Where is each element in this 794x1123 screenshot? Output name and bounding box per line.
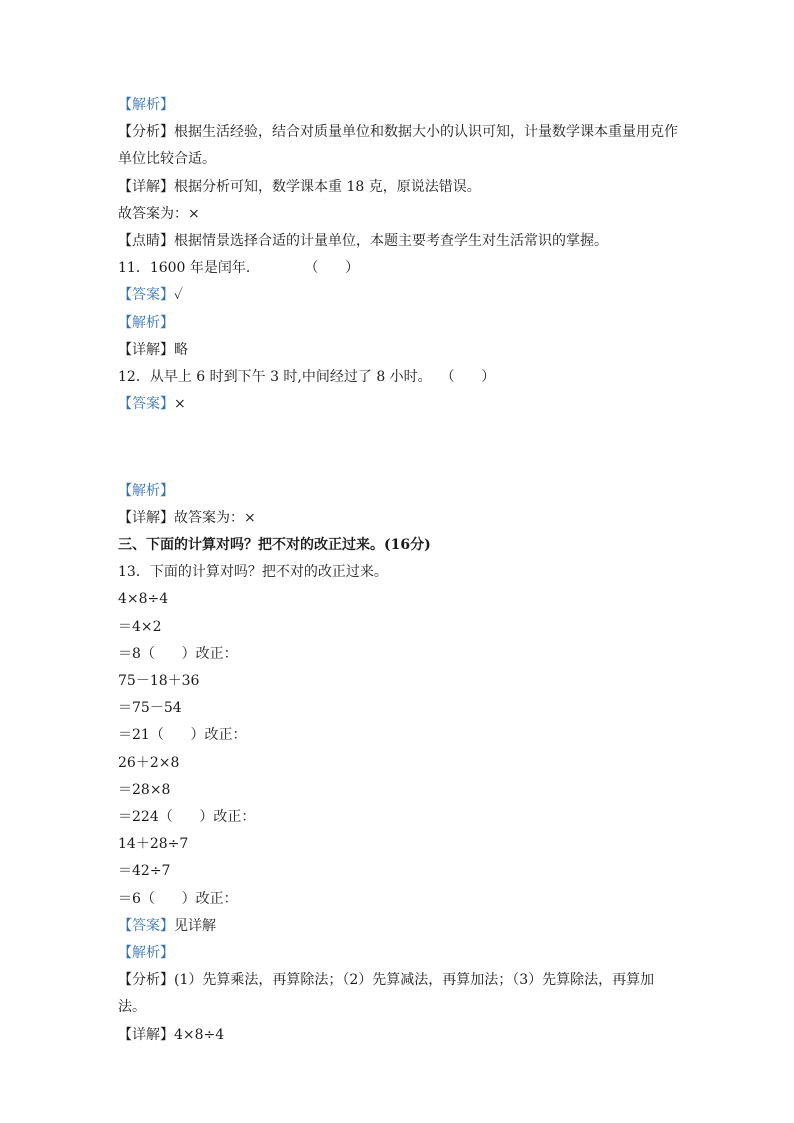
line-text: ＝75－54 [118,700,182,717]
line-text: 75－18＋36 [118,673,200,690]
text-line [118,695,678,722]
line-text: 【详解】4×8÷4 [118,1026,225,1043]
text-line [118,532,678,559]
line-text: ＝8（ ）改正： [118,645,238,662]
line-text: 11．1600 年是闰年． （ ） [118,260,360,277]
line-text: 【详解】故答案为：× [118,509,256,526]
text-line [118,201,678,228]
line-text: 【详解】略 [118,341,188,358]
text-line [118,559,678,586]
line-text: ＝42÷7 [118,863,171,880]
text-line [118,750,678,777]
line-text: ＝224（ ）改正： [118,809,256,826]
text-line [118,92,678,119]
text-line [118,310,678,337]
section-tag: 【解析】 [118,97,174,113]
line-text: 【分析】根据生活经验，结合对质量单位和数据大小的认识可知，计量数学课本重量用克作单位比较合适。 [118,124,678,168]
text-line [118,255,678,282]
section-tag: 【答案】 [118,396,174,413]
text-line [118,722,678,749]
blank-line [118,434,678,461]
text-line [118,478,678,505]
line-text: ＝6（ ）改正： [118,890,238,907]
text-line [118,668,678,695]
text-line [118,641,678,668]
text-line [118,831,678,858]
text-line [118,858,678,885]
line-text: 12．从早上 6 时到下午 3 时,中间经过了 8 小时。 （ ） [118,369,496,386]
section-tag: 【答案】 [118,287,174,304]
text-line [118,364,678,391]
line-text: 【点睛】根据情景选择合适的计量单位，本题主要考查学生对生活常识的掌握。 [118,233,608,250]
line-text: × [174,396,186,413]
text-line [118,282,678,309]
line-text: 故答案为：× [118,205,200,222]
text-line [118,886,678,913]
text-line [118,940,678,967]
line-text: 14＋28÷7 [118,836,189,853]
line-text: 【详解】根据分析可知，数学课本重 18 克，原说法错误。 [118,178,481,195]
line-text: 三、下面的计算对吗？把不对的改正过来。(16分) [118,537,431,554]
line-text: ✓ [174,287,184,304]
section-tag: 【解析】 [118,314,174,331]
text-line [118,337,678,364]
line-text: ＝21（ ）改正： [118,727,247,744]
line-text: 26＋2×8 [118,754,180,771]
line-text: 见详解 [174,917,216,934]
text-line [118,614,678,641]
text-line [118,967,678,1021]
line-text: ＝4×2 [118,618,162,635]
text-line [118,119,678,173]
text-line [118,586,678,613]
text-line [118,1022,678,1049]
text-line [118,913,678,940]
line-text: 13．下面的计算对吗？把不对的改正过来。 [118,564,388,581]
section-tag: 【解析】 [118,482,174,499]
line-text: 【分析】(1）先算乘法，再算除法；（2）先算减法，再算加法；（3）先算除法，再算加法。 [118,972,655,1016]
text-line [118,804,678,831]
line-text: 4×8÷4 [118,591,169,608]
line-text: ＝28×8 [118,781,171,798]
text-line [118,777,678,804]
text-line [118,228,678,255]
text-line [118,505,678,532]
text-line [118,174,678,201]
section-tag: 【解析】 [118,945,174,962]
text-line [118,391,678,418]
document-body [118,92,678,1049]
section-tag: 【答案】 [118,917,174,934]
